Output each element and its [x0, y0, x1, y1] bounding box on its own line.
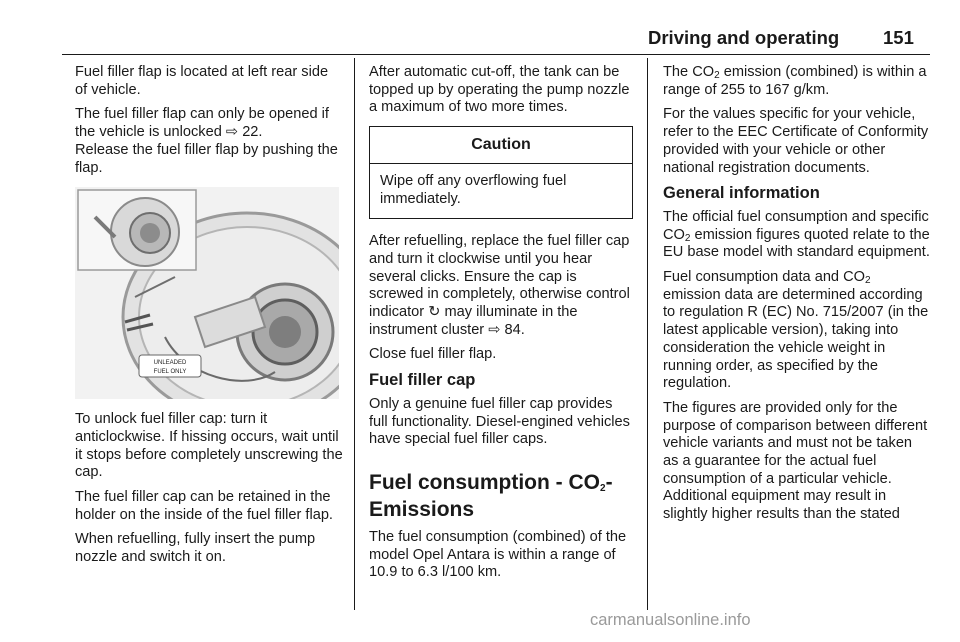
paragraph: Fuel filler flap is located at left rear side of vehicle.: [75, 64, 329, 98]
paragraph: Only a genuine fuel filler cap provides full functionality. Diesel-engined vehicles have special fuel filler caps.: [369, 395, 630, 448]
caution-title: Caution: [370, 127, 632, 164]
paragraph: The fuel filler flap can only be opened if the vehicle is unlocked ⇨ 22. Release the fuel filler flap by pushing the flap.: [75, 106, 338, 176]
column-divider: [354, 58, 355, 610]
paragraph: The $CO_2$ emission (combined) is within a range of 255 to 167 g/km.: [663, 64, 927, 98]
header-divider: [62, 54, 930, 55]
column-3: [663, 64, 931, 531]
paragraph: Close fuel filler flap.: [369, 346, 497, 363]
paragraph: When refuelling, fully insert the pump nozzle and switch it on.: [75, 531, 316, 566]
caution-box: [369, 126, 633, 219]
watermark: carmanualsonline.info: [590, 611, 751, 629]
page-reference-link[interactable]: 84: [504, 321, 521, 338]
fuel-label-text: FUEL ONLY: [153, 369, 187, 376]
column-1: [75, 64, 343, 574]
paragraph: The official fuel consumption and specific $CO_2$ emission figures quoted relate to the EU base model with standard equipment.: [663, 208, 930, 261]
paragraph: The fuel consumption (combined) of the model Opel Antara is within a range of 10.9 to 6.3 l/100 km.: [369, 528, 627, 581]
paragraph: To unlock fuel filler cap: turn it anticlockwise. If hissing occurs, wait until it stops before completely unscrewing the cap.: [75, 411, 343, 481]
column-divider: [647, 58, 648, 610]
page-ref-icon: ⇨: [488, 321, 505, 338]
caution-text: Wipe off any overflowing fuel immediately.: [380, 172, 567, 207]
column-2: [369, 64, 633, 589]
section-heading: Fuel filler cap: [369, 371, 476, 390]
page-header-title: Driving and operating: [648, 27, 840, 48]
paragraph: The figures are provided only for the purpose of comparison between different vehicle variants and must not be taken as a guarantee for the actual fuel consumption of a particular vehicle. Additional equipment may result in slightly higher results than the stated: [663, 399, 928, 523]
paragraph: For the values specific for your vehicle, refer to the EEC Certificate of Conformity provided with your vehicle or other national registration documents.: [663, 106, 929, 176]
page-ref-icon: ⇨: [225, 124, 243, 141]
fuel-filler-flap-illustration: [75, 187, 339, 399]
page-number: 151: [883, 27, 914, 48]
paragraph: After automatic cut-off, the tank can be topped up by operating the pump nozzle a maximum of two more times.: [369, 64, 630, 116]
chapter-heading: Fuel consumption - $CO_2-$ Emissions: [369, 470, 613, 521]
fuel-cap-indicator-icon: ↻: [428, 304, 441, 321]
section-heading: General information: [663, 184, 820, 203]
page-reference-link[interactable]: 22: [242, 124, 259, 141]
paragraph: Fuel consumption data and $CO_2$ emission data are determined according to regulation R (EC) No. 715/2007 (in the latest applicable version), taking into consideration the vehicle weight in running order, as specified by the regulation.: [663, 269, 929, 392]
paragraph: The fuel filler cap can be retained in the holder on the inside of the fuel filler flap.: [75, 489, 333, 523]
paragraph: After refuelling, replace the fuel filler cap and turn it clockwise until you hear several clicks. Ensure the cap is screwed in completely, otherwise control indicator ↻ may illuminate in the instrument cluster ⇨ 84.: [369, 233, 630, 338]
fuel-label-text: UNLEADED: [153, 360, 187, 367]
